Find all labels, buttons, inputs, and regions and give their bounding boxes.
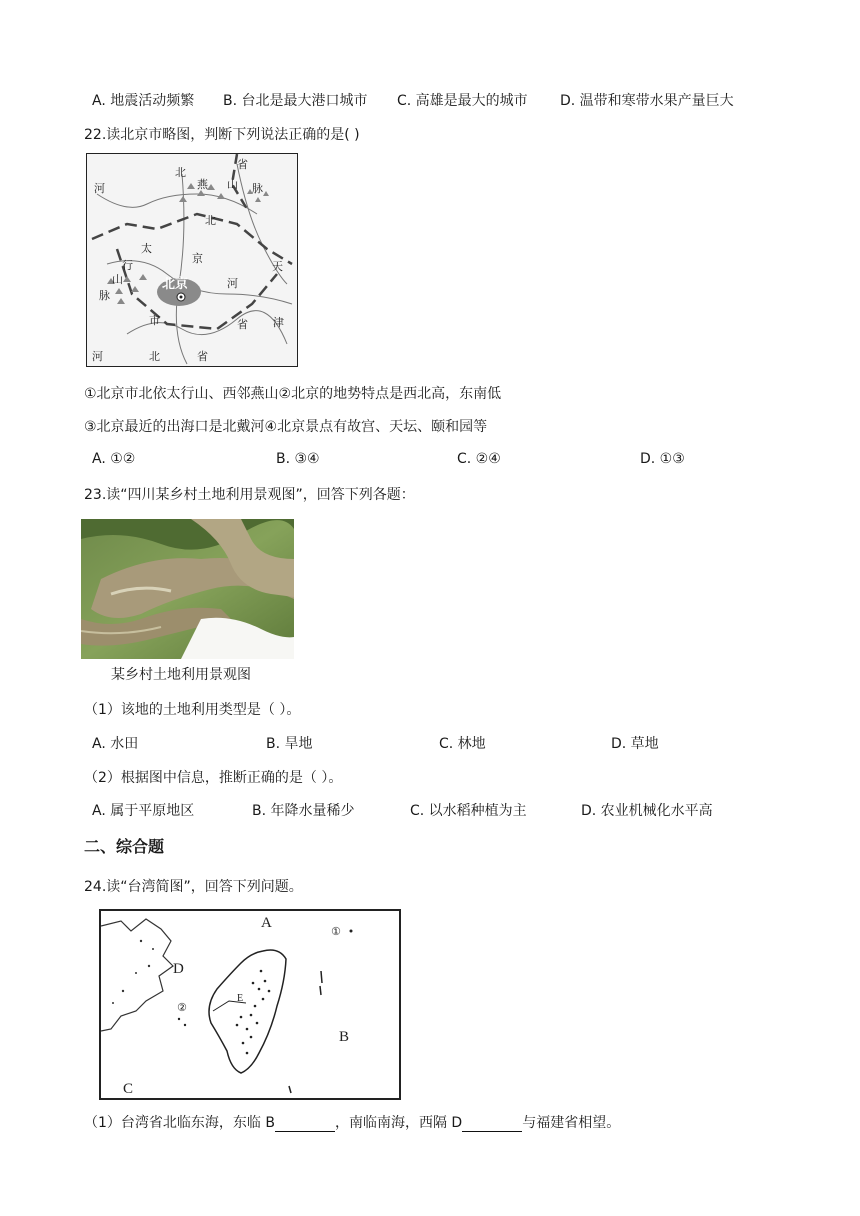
q21-option-b[interactable]: B. 台北是最大港口城市 bbox=[223, 93, 368, 109]
photo-caption: 某乡村土地利用景观图 bbox=[111, 666, 251, 682]
map-label-he2: 河 bbox=[227, 277, 238, 290]
taiwan-map-drawing bbox=[101, 911, 399, 1098]
beijing-map-drawing bbox=[87, 154, 297, 366]
q24-blank-b[interactable] bbox=[275, 1117, 335, 1132]
map-label-shan2: 山 bbox=[112, 273, 123, 286]
map-label-he1: 河 bbox=[94, 182, 105, 195]
map-label-jing: 京 bbox=[192, 252, 203, 265]
map-label-beijing: 北京 bbox=[162, 277, 189, 292]
taiwan-label-b: B bbox=[339, 1029, 350, 1045]
map-label-shi: 市 bbox=[149, 314, 160, 327]
q24-sub1 bbox=[84, 1112, 620, 1132]
map-label-xing: 行 bbox=[122, 259, 133, 272]
taiwan-label-e: E bbox=[237, 993, 244, 1004]
q23-sub2-option-a[interactable]: A. 属于平原地区 bbox=[92, 803, 195, 819]
taiwan-label-d: D bbox=[173, 961, 184, 977]
map-label-yan: 燕 bbox=[197, 178, 208, 191]
q23-sub2-options bbox=[0, 800, 860, 820]
q24-sub1-part-a: （1）台湾省北临东海，东临 B bbox=[84, 1115, 275, 1131]
map-label-he3: 河 bbox=[92, 350, 103, 363]
map-label-bei1: 北 bbox=[175, 166, 186, 179]
section-heading: 二、综合题 bbox=[84, 837, 165, 856]
map-label-mai2: 脉 bbox=[99, 289, 110, 302]
q22-statement-1: ①北京市北依太行山、西邻燕山②北京的地势特点是西北高，东南低 bbox=[84, 386, 502, 402]
q23-sub1: （1）该地的土地利用类型是（ ）。 bbox=[84, 702, 301, 718]
q24-blank-d[interactable] bbox=[462, 1117, 522, 1132]
rice-terrace-photo-drawing bbox=[81, 519, 294, 659]
taiwan-label-circle1: ① bbox=[331, 925, 341, 938]
q24-stem: 24.读“台湾简图”，回答下列问题。 bbox=[84, 879, 303, 895]
q23-sub2-option-c[interactable]: C. 以水稻种植为主 bbox=[410, 803, 527, 819]
q23-sub1-option-d[interactable]: D. 草地 bbox=[611, 736, 659, 752]
map-label-mai1: 脉 bbox=[252, 182, 263, 195]
q23-stem: 23.读“四川某乡村土地利用景观图”，回答下列各题： bbox=[84, 487, 415, 503]
map-label-jin: 津 bbox=[273, 316, 284, 329]
q23-sub1-option-b[interactable]: B. 旱地 bbox=[266, 736, 313, 752]
q23-sub2-option-b[interactable]: B. 年降水量稀少 bbox=[252, 803, 355, 819]
q23-sub1-option-c[interactable]: C. 林地 bbox=[439, 736, 486, 752]
map-label-sheng1: 省 bbox=[237, 158, 248, 171]
q21-option-d[interactable]: D. 温带和寒带水果产量巨大 bbox=[560, 93, 734, 109]
q23-sub2: （2）根据图中信息，推断正确的是（ ）。 bbox=[84, 770, 343, 786]
taiwan-label-a: A bbox=[261, 915, 272, 931]
map-label-bei3: 北 bbox=[149, 350, 160, 363]
q23-sub2-option-d[interactable]: D. 农业机械化水平高 bbox=[581, 803, 713, 819]
q21-option-a[interactable]: A. 地震活动频繁 bbox=[92, 93, 195, 109]
q23-sub1-option-a[interactable]: A. 水田 bbox=[92, 736, 139, 752]
q21-option-c[interactable]: C. 高雄是最大的城市 bbox=[397, 93, 528, 109]
q22-option-a[interactable]: A. ①② bbox=[92, 451, 136, 467]
q21-options bbox=[0, 90, 860, 110]
map-label-tian: 天 bbox=[272, 260, 283, 273]
q24-sub1-part-c: 与福建省相望。 bbox=[522, 1115, 621, 1131]
q22-option-d[interactable]: D. ①③ bbox=[640, 451, 685, 467]
q22-statement-2: ③北京最近的出海口是北戴河④北京景点有故宫、天坛、颐和园等 bbox=[84, 419, 488, 435]
q24-sub1-part-b: ，南临南海，西隔 D bbox=[334, 1115, 463, 1131]
q22-stem: 22.读北京市略图，判断下列说法正确的是( ) bbox=[84, 127, 360, 143]
q22-option-c[interactable]: C. ②④ bbox=[457, 451, 501, 467]
map-label-bei2: 北 bbox=[205, 214, 216, 227]
rice-terrace-photo bbox=[81, 519, 294, 659]
q22-option-b[interactable]: B. ③④ bbox=[276, 451, 320, 467]
taiwan-label-c: C bbox=[123, 1081, 134, 1097]
taiwan-label-circle2: ② bbox=[177, 1001, 187, 1014]
taiwan-map bbox=[99, 909, 401, 1100]
q23-sub1-options bbox=[0, 733, 860, 753]
beijing-map bbox=[86, 153, 298, 367]
q22-options bbox=[0, 451, 860, 471]
map-label-sheng3: 省 bbox=[237, 318, 248, 331]
map-label-shan1: 山 bbox=[227, 178, 238, 191]
map-label-sheng2: 省 bbox=[197, 350, 208, 363]
map-label-tai: 太 bbox=[141, 242, 152, 255]
